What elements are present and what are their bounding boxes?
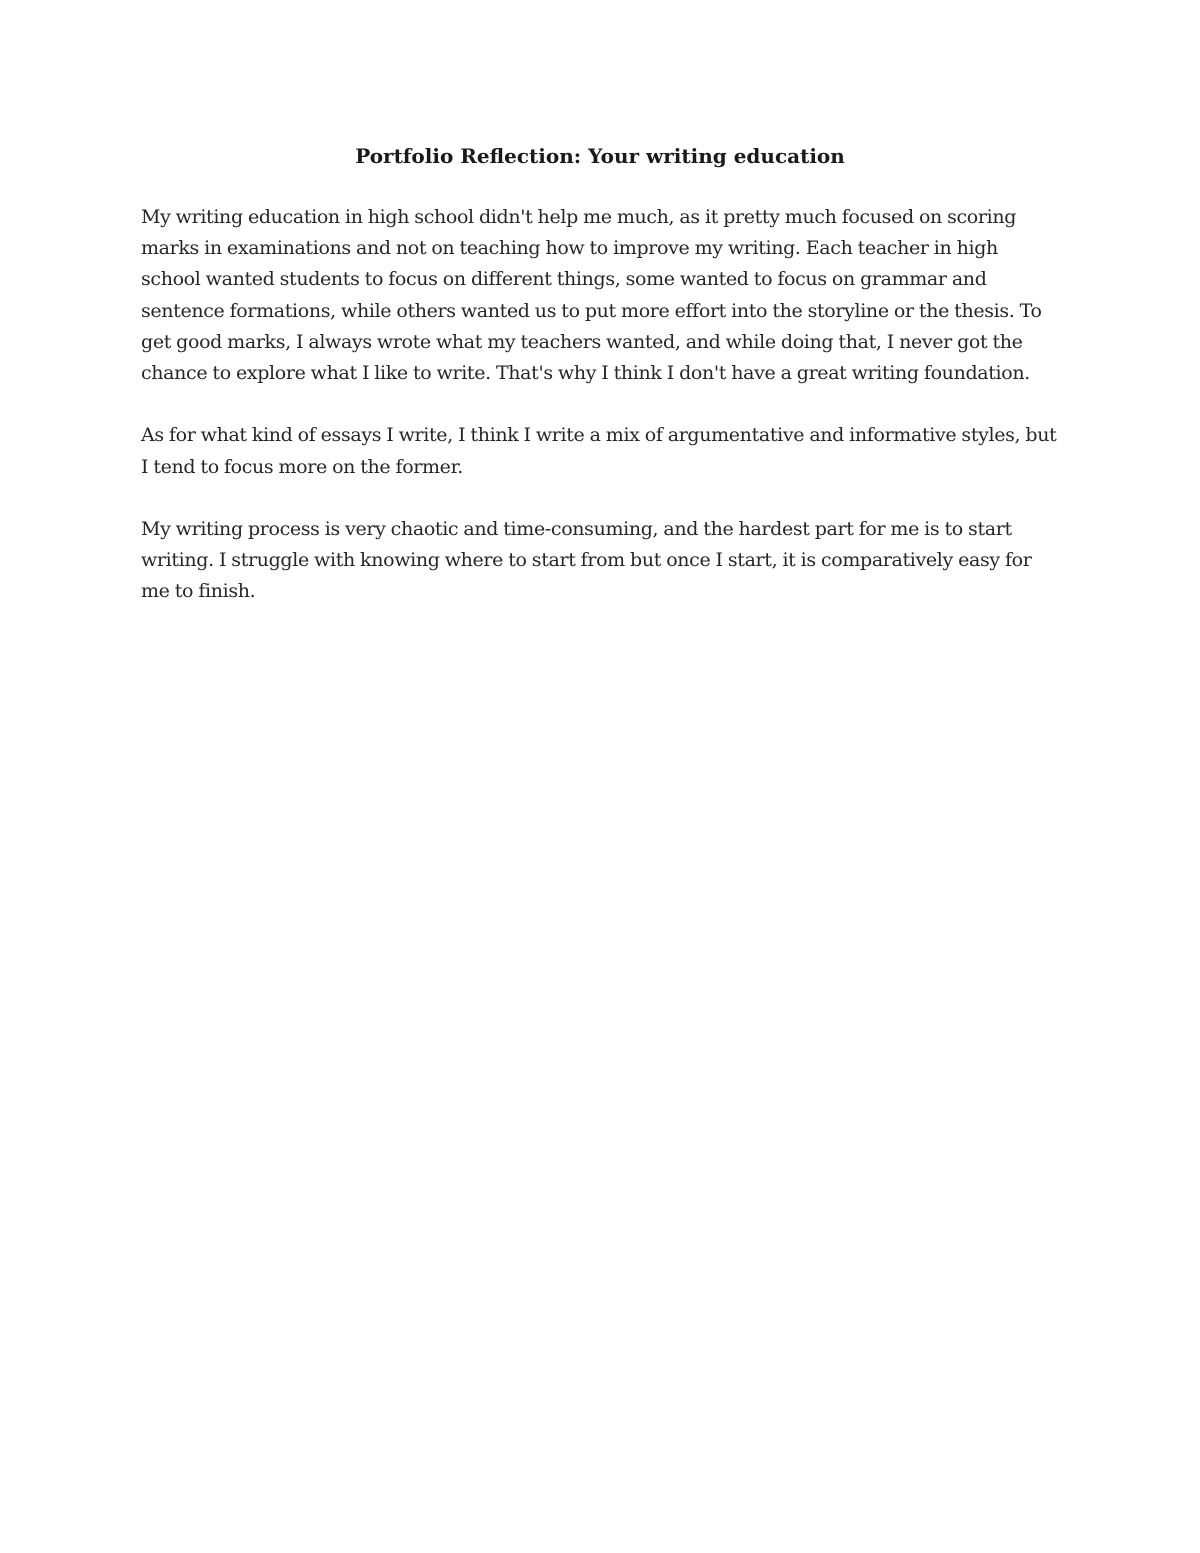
document-title: Portfolio Reflection: Your writing education <box>355 144 845 168</box>
paragraph-writing-process: My writing process is very chaotic and time-consuming, and the hardest part for me is to start writing. I struggle with knowing where to start from but once I start, it is comparatively easy for me to finish. <box>141 518 1032 603</box>
document-body <box>141 202 1061 639</box>
paragraph-essay-style: As for what kind of essays I write, I think I write a mix of argumentative and informative styles, but I tend to focus more on the former. <box>141 424 1057 478</box>
paragraph-education: My writing education in high school didn't help me much, as it pretty much focused on scoring marks in examinations and not on teaching how to improve my writing. Each teacher in high school wanted students to focus on different things, some wanted to focus on grammar and sentence formations, while others wanted us to put more effort into the storyline or the thesis. To get good marks, I always wrote what my teachers wanted, and while doing that, I never got the chance to explore what I like to write. That's why I think I don't have a great writing foundation. <box>141 206 1042 385</box>
